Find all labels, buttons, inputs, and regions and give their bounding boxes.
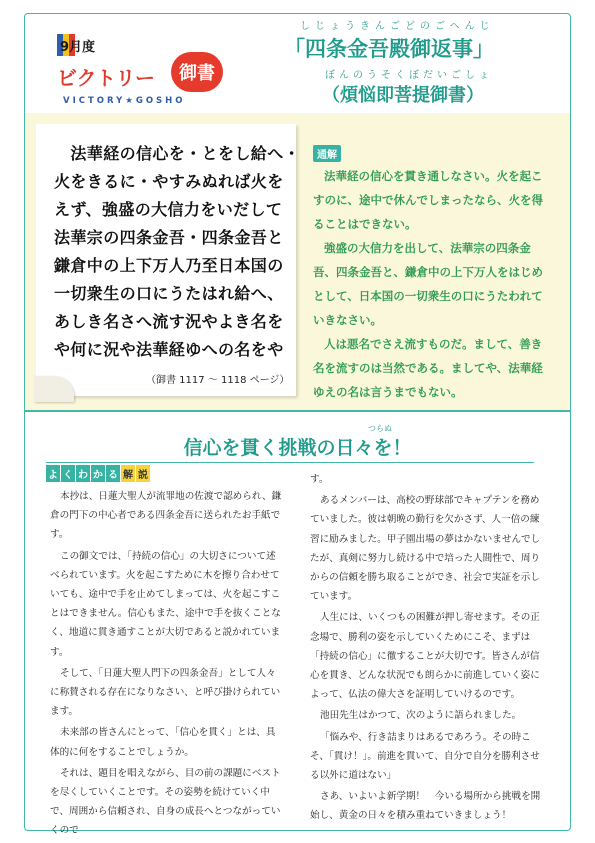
gosho-line: 法華宗の四条金吾・四条金吾と <box>54 228 284 247</box>
gosho-line: や何に況や法華経ゆへの名をや <box>54 340 284 359</box>
gosho-line: 鎌倉中の上下万人乃至日本国の <box>54 256 284 275</box>
kaisetsu-char: く <box>61 465 75 482</box>
body-paragraph: それは、題目を唱えながら、目の前の課題にベストを尽くしていくことです。その姿勢を続けていく中で、周囲から信頼され、自身の成長へとつながっていくので <box>50 767 281 837</box>
page-curl <box>34 376 74 402</box>
tsukai-label: 通解 <box>313 145 341 162</box>
page-title: 「四条金吾殿御返事」 <box>284 37 494 61</box>
gosho-line: 火をきるに・やすみぬれば火を <box>54 172 284 191</box>
kaisetsu-char: か <box>91 465 105 482</box>
tsukai-paragraph: 法華経の信心を貫き通しなさい。火を起こすのに、途中で休んでしまったなら、火を得ることはできない。 <box>313 169 543 231</box>
gosho-citation: （御書 1117 ～ 1118 ページ） <box>146 375 290 386</box>
body-paragraph: 未来部の皆さんにとって、「信心を貫く」とは、具体的に何をすることでしょうか。 <box>50 727 276 758</box>
gosho-passage <box>54 140 301 364</box>
logo-victory-text: ビクトリー <box>57 66 155 90</box>
kaisetsu-char: る <box>106 465 120 482</box>
kaisetsu-char: わ <box>76 465 90 482</box>
body-paragraph: す。 <box>310 474 329 485</box>
title-ruby: しじょうきんごどのごへんじ <box>300 21 495 32</box>
heading-ruby: つらぬ <box>368 424 392 433</box>
body-paragraph: 本抄は、日蓮大聖人が流罪地の佐渡で認められ、鎌倉の門下の中心者である四条金吾に送られたお手紙です。 <box>50 491 282 541</box>
section-heading: 信心を貫く挑戦の日々を！ <box>183 437 412 459</box>
logo-gosho-badge: 御書 <box>171 52 223 92</box>
body-paragraph: さあ、いよいよ新学期！ 今いる場所から挑戦を開始し、黄金の日々を積み重ねていきましょう！ <box>310 791 541 822</box>
page-subtitle: （煩悩即菩提御書） <box>322 85 484 106</box>
explanation-left-column <box>50 487 282 843</box>
kaisetsu-char: 説 <box>136 465 150 482</box>
tsukai-text <box>313 164 553 404</box>
body-paragraph: 人生には、いくつもの困難が押し寄せます。その正念場で、勝利の姿を示していくためにこそ、まずは「持続の信心」に徹することが大切です。皆さんが信心を貫き、どんな状況でも朗らかに前進していく姿によって、仏法の偉大さを証明していけるのです。 <box>310 612 540 701</box>
body-paragraph: 池田先生はかつて、次のように語られました。 <box>320 710 522 722</box>
body-paragraph: この御文では、「持続の信心」の大切さについて述べられています。火を起こすために木を擦り合わせていても、途中で手を止めてしまっては、火を起こすことはできません。信心もまた、途中で手を抜くことなく、地道に貫き通すことが大切であると説かれています。 <box>50 550 281 658</box>
heading-underline <box>46 462 534 463</box>
gosho-line: えず、強盛の大信力をいだして <box>54 200 283 219</box>
kaisetsu-char: よ <box>46 465 60 482</box>
gosho-line: 一切衆生の口にうたはれ給へ、 <box>54 284 284 303</box>
logo-subtitle: VICTORY★GOSHO <box>63 96 186 106</box>
subtitle-ruby: ぼんのうそくぼだいごしょ <box>325 70 493 81</box>
section-divider <box>25 410 570 412</box>
tsukai-paragraph: 強盛の大信力を出して、法華宗の四条金吾、四条金吾と、鎌倉中の上下万人をはじめとして、日本国の一切衆生の口にうたわれていきなさい。 <box>313 241 543 327</box>
kaisetsu-label <box>46 465 150 482</box>
body-paragraph: 「悩みや、行き詰まりはあるであろう。その時こそ、「貫け！」。前進を貫いて、自分で自分を勝利させる以外に道はない」 <box>310 731 540 782</box>
body-paragraph: あるメンバーは、高校の野球部でキャプテンを務めていました。彼は朝晩の勤行を欠かさず、人一倍の練習に励みました。甲子園出場の夢はかないませんでしたが、真剣に努力し続ける中で培った人間性で、周りからの信頼を勝ち取ることができ、社会で実証を示しています。 <box>310 495 541 603</box>
gosho-line: 法華経の信心を・とをし給へ・ <box>54 144 301 163</box>
tsukai-paragraph: 人は悪名でさえ流すものだ。まして、善き名を流すのは当然である。ましてや、法華経ゆえの名は言うまでもない。 <box>313 337 543 399</box>
kaisetsu-char: 解 <box>121 465 135 482</box>
month-label: 9月度 <box>60 40 96 55</box>
explanation-right-column <box>310 470 542 828</box>
gosho-line: あしき名さへ流す況やよき名を <box>54 312 284 331</box>
body-paragraph: そして、「日蓮大聖人門下の四条金吾」として人々に称賛される存在になりなさい、と呼び掛けられています。 <box>50 667 281 718</box>
